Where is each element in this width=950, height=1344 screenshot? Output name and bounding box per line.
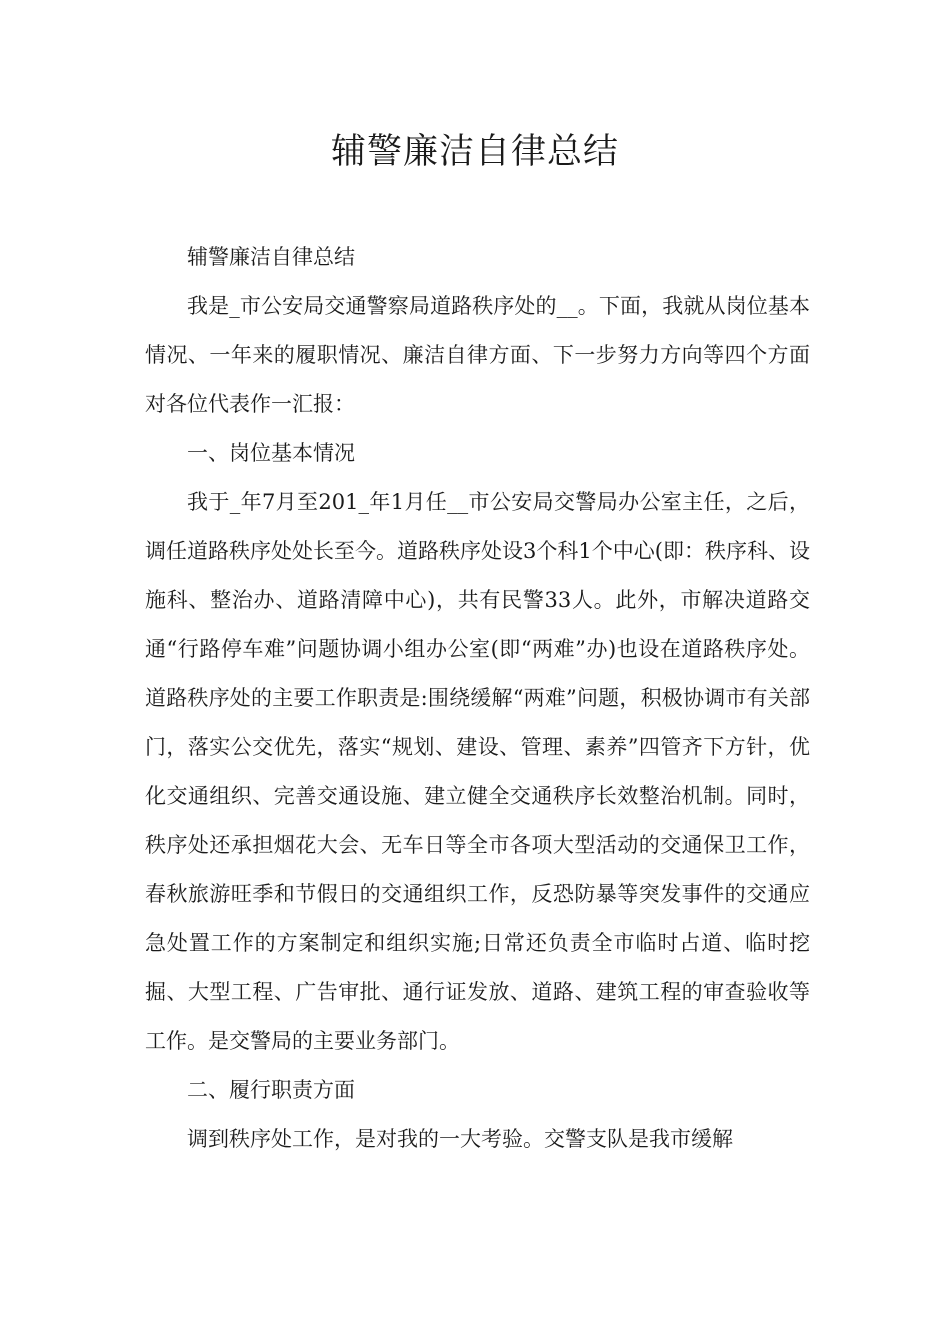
paragraph-section-2: 调到秩序处工作，是对我的一大考验。交警支队是我市缓解 [187,1127,733,1151]
paragraph-subtitle: 辅警廉洁自律总结 [187,245,355,269]
document-title: 辅警廉洁自律总结 [330,132,619,172]
document-body [145,233,810,1164]
paragraph-intro: 我是_市公安局交通警察局道路秩序处的__。下面，我就从岗位基本情况、一年来的履职情况、廉洁自律方面、下一步努力方向等四个方面对各位代表作一汇报： [145,294,810,416]
section-heading-2: 二、履行职责方面 [187,1078,355,1102]
section-heading-1: 一、岗位基本情况 [187,441,355,465]
paragraph-section-1: 我于_年7月至201_年1月任__市公安局交警局办公室主任，之后，调任道路秩序处处长至今。道路秩序处设3个科1个中心(即：秩序科、设施科、整治办、道路清障中心)，共有民警33人。此外，市解决道路交通“行路停车难”问题协调小组办公室(即“两难”办)也设在道路秩序处。道路秩序处的主要工作职责是:围绕缓解“两难”问题，积极协调市有关部门，落实公交优先，落实“规划、建设、管理、素养”四管齐下方针，优化交通组织、完善交通设施、建立健全交通秩序长效整治机制。同时，秩序处还承担烟花大会、无车日等全市各项大型活动的交通保卫工作，春秋旅游旺季和节假日的交通组织工作，反恐防暴等突发事件的交通应急处置工作的方案制定和组织实施;日常还负责全市临时占道、临时挖掘、大型工程、广告审批、通行证发放、道路、建筑工程的审查验收等工作。是交警局的主要业务部门。 [145,490,810,1053]
